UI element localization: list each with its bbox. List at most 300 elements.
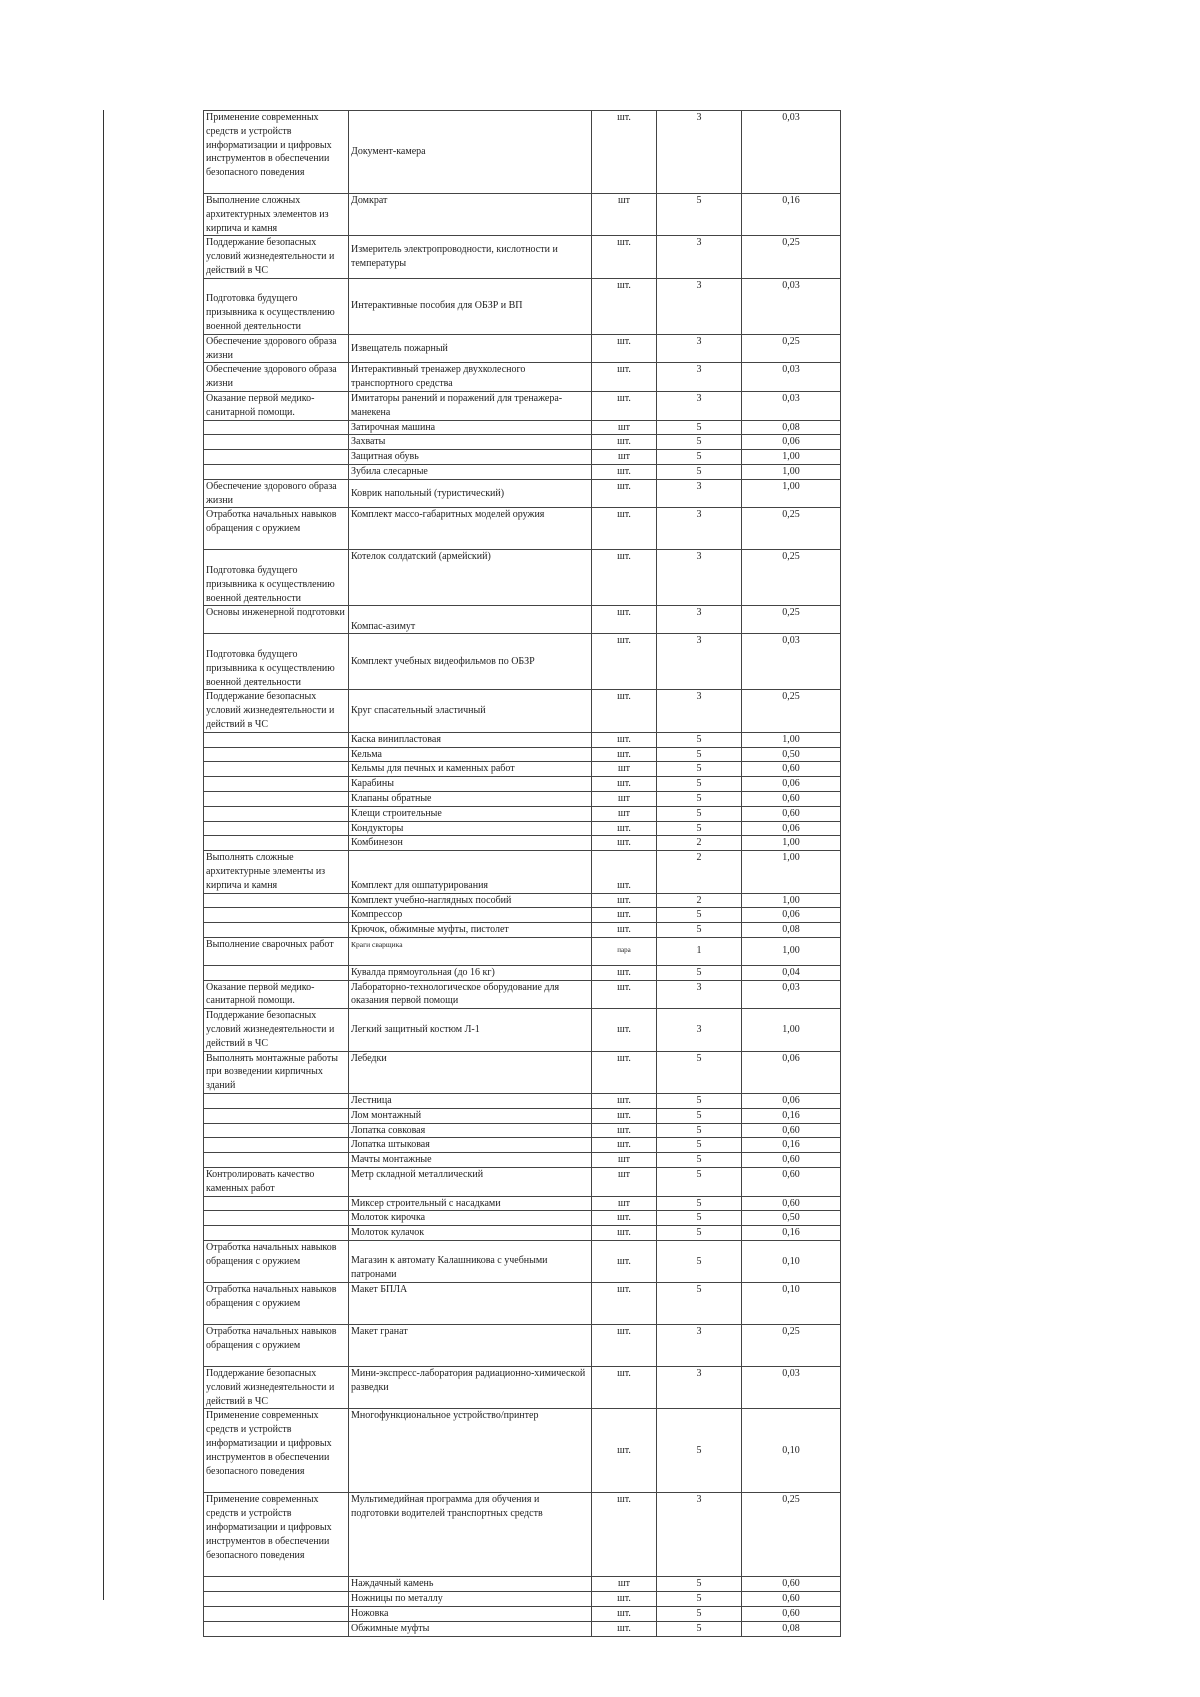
coefficient-cell: 0,06 (742, 908, 841, 923)
coefficient-cell: 0,03 (742, 111, 841, 194)
quantity-cell: 5 (657, 1094, 742, 1109)
table-row (204, 1153, 841, 1168)
coefficient-cell: 0,60 (742, 1577, 841, 1592)
equipment-name-cell: Лом монтажный (349, 1108, 592, 1123)
quantity-cell: 3 (657, 479, 742, 508)
coefficient-cell: 0,10 (742, 1409, 841, 1493)
equipment-name-cell: Кельмы для печных и каменных работ (349, 762, 592, 777)
competency-cell (204, 1196, 349, 1211)
competency-cell: Подготовка будущего призывника к осуществлению военной деятельности (204, 278, 349, 334)
quantity-cell: 3 (657, 111, 742, 194)
coefficient-cell: 0,04 (742, 965, 841, 980)
equipment-name-cell: Извещатель пожарный (349, 334, 592, 363)
coefficient-cell: 0,25 (742, 236, 841, 278)
competency-cell: Поддержание безопасных условий жизнедеятельности и действий в ЧС (204, 236, 349, 278)
unit-cell: шт. (592, 690, 657, 732)
unit-cell: шт. (592, 893, 657, 908)
table-row (204, 634, 841, 690)
competency-cell (204, 923, 349, 938)
competency-cell: Применение современных средств и устройств информатизации и цифровых инструментов в обеспечении безопасного поведения (204, 1493, 349, 1577)
coefficient-cell: 0,03 (742, 634, 841, 690)
equipment-name-cell: Лабораторно-технологическое оборудование для оказания первой помощи (349, 980, 592, 1009)
equipment-name-cell: Захваты (349, 435, 592, 450)
unit-cell: шт. (592, 777, 657, 792)
competency-cell (204, 1577, 349, 1592)
table-row (204, 851, 841, 893)
table-row (204, 980, 841, 1009)
coefficient-cell: 0,08 (742, 923, 841, 938)
unit-cell: шт. (592, 1123, 657, 1138)
coefficient-cell: 0,06 (742, 1094, 841, 1109)
unit-cell: шт (592, 450, 657, 465)
table-row (204, 1409, 841, 1493)
quantity-cell: 5 (657, 1409, 742, 1493)
table-row (204, 278, 841, 334)
unit-cell: шт. (592, 435, 657, 450)
quantity-cell: 5 (657, 923, 742, 938)
table-row (204, 194, 841, 236)
equipment-name-cell: Круг спасательный эластичный (349, 690, 592, 732)
coefficient-cell: 0,16 (742, 1108, 841, 1123)
unit-cell: шт. (592, 836, 657, 851)
competency-cell (204, 747, 349, 762)
competency-cell: Подготовка будущего призывника к осуществлению военной деятельности (204, 550, 349, 606)
equipment-name-cell: Комплект для ошпатурирования (349, 851, 592, 893)
unit-cell: шт (592, 194, 657, 236)
quantity-cell: 5 (657, 1138, 742, 1153)
table-row (204, 464, 841, 479)
competency-cell: Применение современных средств и устройств информатизации и цифровых инструментов в обеспечении безопасного поведения (204, 111, 349, 194)
equipment-name-cell: Комплект массо-габаритных моделей оружия (349, 508, 592, 550)
table-row (204, 965, 841, 980)
unit-cell: шт (592, 1196, 657, 1211)
unit-cell: шт. (592, 1009, 657, 1051)
competency-cell (204, 1592, 349, 1607)
unit-cell: шт. (592, 479, 657, 508)
unit-cell: шт. (592, 334, 657, 363)
competency-cell: Выполнение сварочных работ (204, 937, 349, 965)
unit-cell: шт (592, 762, 657, 777)
quantity-cell: 5 (657, 1211, 742, 1226)
coefficient-cell: 1,00 (742, 479, 841, 508)
unit-cell: шт. (592, 1283, 657, 1325)
coefficient-cell: 0,60 (742, 1123, 841, 1138)
unit-cell: шт (592, 1168, 657, 1197)
unit-cell: шт (592, 791, 657, 806)
table-row (204, 777, 841, 792)
table-row (204, 479, 841, 508)
coefficient-cell: 1,00 (742, 937, 841, 965)
competency-cell (204, 762, 349, 777)
unit-cell: шт. (592, 550, 657, 606)
equipment-name-cell: Лебедки (349, 1051, 592, 1093)
equipment-name-cell: Комплект учебных видеофильмов по ОБЗР (349, 634, 592, 690)
competency-cell: Поддержание безопасных условий жизнедеятельности и действий в ЧС (204, 1009, 349, 1051)
coefficient-cell: 0,03 (742, 980, 841, 1009)
coefficient-cell: 1,00 (742, 836, 841, 851)
quantity-cell: 5 (657, 762, 742, 777)
equipment-name-cell: Лопатка штыковая (349, 1138, 592, 1153)
table-row (204, 334, 841, 363)
coefficient-cell: 0,06 (742, 435, 841, 450)
table-row (204, 363, 841, 392)
quantity-cell: 5 (657, 791, 742, 806)
coefficient-cell: 0,06 (742, 777, 841, 792)
equipment-name-cell: Ножницы по металлу (349, 1592, 592, 1607)
coefficient-cell: 0,50 (742, 747, 841, 762)
competency-cell: Обеспечение здорового образа жизни (204, 363, 349, 392)
unit-cell: шт. (592, 363, 657, 392)
quantity-cell: 3 (657, 508, 742, 550)
coefficient-cell: 1,00 (742, 464, 841, 479)
equipment-name-cell: Макет гранат (349, 1325, 592, 1367)
unit-cell: шт. (592, 1051, 657, 1093)
competency-cell (204, 908, 349, 923)
coefficient-cell: 0,60 (742, 1196, 841, 1211)
equipment-name-cell: Интерактивный тренажер двухколесного транспортного средства (349, 363, 592, 392)
coefficient-cell: 0,06 (742, 1051, 841, 1093)
quantity-cell: 5 (657, 806, 742, 821)
equipment-name-cell: Зубила слесарные (349, 464, 592, 479)
quantity-cell: 5 (657, 1621, 742, 1636)
competency-cell (204, 1211, 349, 1226)
table-row (204, 747, 841, 762)
competency-cell (204, 791, 349, 806)
competency-cell (204, 821, 349, 836)
competency-cell (204, 1138, 349, 1153)
competency-cell: Подготовка будущего призывника к осуществлению военной деятельности (204, 634, 349, 690)
table-row (204, 1592, 841, 1607)
equipment-name-cell: Комплект учебно-наглядных пособий (349, 893, 592, 908)
competency-cell (204, 836, 349, 851)
coefficient-cell: 1,00 (742, 893, 841, 908)
competency-cell: Отработка начальных навыков обращения с оружием (204, 1325, 349, 1367)
equipment-name-cell: Домкрат (349, 194, 592, 236)
unit-cell: шт. (592, 1226, 657, 1241)
coefficient-cell: 0,25 (742, 508, 841, 550)
table-row (204, 1283, 841, 1325)
unit-cell: шт. (592, 391, 657, 420)
table-row (204, 450, 841, 465)
table-row (204, 1108, 841, 1123)
table-row (204, 1123, 841, 1138)
unit-cell: шт. (592, 923, 657, 938)
coefficient-cell: 0,60 (742, 762, 841, 777)
quantity-cell: 5 (657, 1226, 742, 1241)
quantity-cell: 3 (657, 634, 742, 690)
table-row (204, 1196, 841, 1211)
equipment-name-cell: Имитаторы ранений и поражений для тренажера-манекена (349, 391, 592, 420)
table-row (204, 1367, 841, 1409)
quantity-cell: 3 (657, 606, 742, 634)
equipment-name-cell: Комбинезон (349, 836, 592, 851)
coefficient-cell: 0,08 (742, 420, 841, 435)
coefficient-cell: 0,03 (742, 1367, 841, 1409)
equipment-name-cell: Мультимедийная программа для обучения и подготовки водителей транспортных средств (349, 1493, 592, 1577)
table-row (204, 111, 841, 194)
competency-cell: Контролировать качество каменных работ (204, 1168, 349, 1197)
quantity-cell: 2 (657, 851, 742, 893)
coefficient-cell: 0,03 (742, 391, 841, 420)
quantity-cell: 5 (657, 435, 742, 450)
equipment-name-cell: Молоток кирочка (349, 1211, 592, 1226)
table-row (204, 791, 841, 806)
coefficient-cell: 0,50 (742, 1211, 841, 1226)
quantity-cell: 3 (657, 391, 742, 420)
quantity-cell: 3 (657, 363, 742, 392)
unit-cell: шт. (592, 1592, 657, 1607)
table-row (204, 550, 841, 606)
unit-cell: шт. (592, 464, 657, 479)
quantity-cell: 5 (657, 1283, 742, 1325)
equipment-name-cell: Клещи строительные (349, 806, 592, 821)
quantity-cell: 3 (657, 236, 742, 278)
unit-cell: шт. (592, 111, 657, 194)
equipment-name-cell: Наждачный камень (349, 1577, 592, 1592)
quantity-cell: 3 (657, 334, 742, 363)
quantity-cell: 5 (657, 1577, 742, 1592)
table-row (204, 1009, 841, 1051)
table-row (204, 732, 841, 747)
competency-cell (204, 893, 349, 908)
quantity-cell: 5 (657, 732, 742, 747)
table-row (204, 836, 841, 851)
quantity-cell: 1 (657, 937, 742, 965)
competency-cell: Поддержание безопасных условий жизнедеятельности и действий в ЧС (204, 690, 349, 732)
competency-cell (204, 435, 349, 450)
competency-cell: Выполнять монтажные работы при возведении кирпичных зданий (204, 1051, 349, 1093)
quantity-cell: 3 (657, 1493, 742, 1577)
coefficient-cell: 0,25 (742, 1493, 841, 1577)
quantity-cell: 5 (657, 1051, 742, 1093)
unit-cell: шт. (592, 1607, 657, 1622)
competency-cell: Выполнение сложных архитектурных элементов из кирпича и камня (204, 194, 349, 236)
quantity-cell: 5 (657, 1153, 742, 1168)
unit-cell: шт (592, 420, 657, 435)
table-row (204, 391, 841, 420)
competency-cell (204, 464, 349, 479)
coefficient-cell: 0,16 (742, 194, 841, 236)
competency-cell (204, 1108, 349, 1123)
equipment-name-cell: Макет БПЛА (349, 1283, 592, 1325)
table-row (204, 690, 841, 732)
table-row (204, 1241, 841, 1283)
competency-cell (204, 1621, 349, 1636)
coefficient-cell: 0,03 (742, 278, 841, 334)
coefficient-cell: 1,00 (742, 450, 841, 465)
table-row (204, 1051, 841, 1093)
quantity-cell: 5 (657, 777, 742, 792)
competency-cell (204, 965, 349, 980)
equipment-name-cell: Компрессор (349, 908, 592, 923)
coefficient-cell: 1,00 (742, 732, 841, 747)
coefficient-cell: 0,03 (742, 363, 841, 392)
competency-cell: Оказание первой медико-санитарной помощи. (204, 391, 349, 420)
table-row (204, 435, 841, 450)
coefficient-cell: 0,60 (742, 1607, 841, 1622)
coefficient-cell: 0,25 (742, 690, 841, 732)
equipment-name-cell: Защитная обувь (349, 450, 592, 465)
equipment-name-cell: Краги сварщика (349, 937, 592, 965)
unit-cell: шт. (592, 1094, 657, 1109)
unit-cell: шт. (592, 980, 657, 1009)
unit-cell: шт. (592, 1325, 657, 1367)
equipment-name-cell: Затирочная машина (349, 420, 592, 435)
unit-cell: шт (592, 1577, 657, 1592)
quantity-cell: 5 (657, 821, 742, 836)
competency-cell: Поддержание безопасных условий жизнедеятельности и действий в ЧС (204, 1367, 349, 1409)
equipment-name-cell: Миксер строительный с насадками (349, 1196, 592, 1211)
quantity-cell: 5 (657, 450, 742, 465)
competency-cell: Основы инженерной подготовки (204, 606, 349, 634)
coefficient-cell: 1,00 (742, 1009, 841, 1051)
unit-cell: шт. (592, 278, 657, 334)
coefficient-cell: 0,60 (742, 1592, 841, 1607)
competency-cell: Оказание первой медико-санитарной помощи. (204, 980, 349, 1009)
quantity-cell: 3 (657, 278, 742, 334)
competency-cell: Отработка начальных навыков обращения с оружием (204, 1241, 349, 1283)
table-row (204, 1607, 841, 1622)
equipment-name-cell: Коврик напольный (туристический) (349, 479, 592, 508)
equipment-table-body (204, 111, 841, 1637)
equipment-name-cell: Мачты монтажные (349, 1153, 592, 1168)
equipment-name-cell: Кондукторы (349, 821, 592, 836)
quantity-cell: 5 (657, 1607, 742, 1622)
quantity-cell: 3 (657, 1009, 742, 1051)
equipment-name-cell: Карабины (349, 777, 592, 792)
unit-cell: шт. (592, 821, 657, 836)
quantity-cell: 3 (657, 690, 742, 732)
competency-cell (204, 1094, 349, 1109)
table-row (204, 420, 841, 435)
unit-cell: пара (592, 937, 657, 965)
competency-cell (204, 1226, 349, 1241)
coefficient-cell: 0,25 (742, 334, 841, 363)
quantity-cell: 3 (657, 1325, 742, 1367)
quantity-cell: 5 (657, 1592, 742, 1607)
unit-cell: шт. (592, 1138, 657, 1153)
quantity-cell: 5 (657, 1108, 742, 1123)
competency-cell: Выполнять сложные архитектурные элементы из кирпича и камня (204, 851, 349, 893)
equipment-name-cell: Клапаны обратные (349, 791, 592, 806)
competency-cell (204, 420, 349, 435)
table-row (204, 1493, 841, 1577)
quantity-cell: 3 (657, 980, 742, 1009)
table-row (204, 606, 841, 634)
competency-cell: Отработка начальных навыков обращения с оружием (204, 508, 349, 550)
quantity-cell: 5 (657, 1168, 742, 1197)
left-margin-line (103, 110, 104, 1600)
coefficient-cell: 1,00 (742, 851, 841, 893)
competency-cell: Обеспечение здорового образа жизни (204, 334, 349, 363)
equipment-name-cell: Метр складной металлический (349, 1168, 592, 1197)
equipment-name-cell: Кельма (349, 747, 592, 762)
unit-cell: шт. (592, 606, 657, 634)
coefficient-cell: 0,25 (742, 606, 841, 634)
unit-cell: шт. (592, 1367, 657, 1409)
quantity-cell: 3 (657, 1367, 742, 1409)
competency-cell (204, 450, 349, 465)
quantity-cell: 5 (657, 965, 742, 980)
quantity-cell: 5 (657, 908, 742, 923)
table-row (204, 1211, 841, 1226)
coefficient-cell: 0,60 (742, 791, 841, 806)
equipment-name-cell: Каска винипластовая (349, 732, 592, 747)
equipment-table (203, 110, 841, 1637)
equipment-name-cell: Интерактивные пособия для ОБЗР и ВП (349, 278, 592, 334)
coefficient-cell: 0,06 (742, 821, 841, 836)
unit-cell: шт. (592, 508, 657, 550)
quantity-cell: 2 (657, 893, 742, 908)
coefficient-cell: 0,16 (742, 1226, 841, 1241)
table-row (204, 806, 841, 821)
unit-cell: шт. (592, 908, 657, 923)
quantity-cell: 5 (657, 420, 742, 435)
equipment-name-cell: Легкий защитный костюм Л-1 (349, 1009, 592, 1051)
equipment-name-cell: Компас-азимут (349, 606, 592, 634)
unit-cell: шт. (592, 1211, 657, 1226)
competency-cell (204, 777, 349, 792)
unit-cell: шт. (592, 732, 657, 747)
table-row (204, 821, 841, 836)
quantity-cell: 5 (657, 1196, 742, 1211)
table-row (204, 762, 841, 777)
unit-cell: шт (592, 806, 657, 821)
quantity-cell: 5 (657, 747, 742, 762)
equipment-name-cell: Магазин к автомату Калашникова с учебными патронами (349, 1241, 592, 1283)
competency-cell: Отработка начальных навыков обращения с оружием (204, 1283, 349, 1325)
coefficient-cell: 0,16 (742, 1138, 841, 1153)
equipment-name-cell: Кувалда прямоугольная (до 16 кг) (349, 965, 592, 980)
competency-cell: Применение современных средств и устройств информатизации и цифровых инструментов в обеспечении безопасного поведения (204, 1409, 349, 1493)
quantity-cell: 5 (657, 1241, 742, 1283)
unit-cell: шт. (592, 965, 657, 980)
equipment-name-cell: Лопатка совковая (349, 1123, 592, 1138)
quantity-cell: 5 (657, 194, 742, 236)
quantity-cell: 2 (657, 836, 742, 851)
coefficient-cell: 0,08 (742, 1621, 841, 1636)
table-row (204, 1325, 841, 1367)
quantity-cell: 3 (657, 550, 742, 606)
competency-cell (204, 806, 349, 821)
competency-cell (204, 1153, 349, 1168)
unit-cell: шт. (592, 1409, 657, 1493)
equipment-name-cell: Измеритель электропроводности, кислотности и температуры (349, 236, 592, 278)
competency-cell (204, 1607, 349, 1622)
coefficient-cell: 0,10 (742, 1283, 841, 1325)
coefficient-cell: 0,60 (742, 1153, 841, 1168)
coefficient-cell: 0,60 (742, 806, 841, 821)
table-row (204, 923, 841, 938)
competency-cell (204, 732, 349, 747)
table-row (204, 1094, 841, 1109)
competency-cell: Обеспечение здорового образа жизни (204, 479, 349, 508)
equipment-name-cell: Лестница (349, 1094, 592, 1109)
equipment-name-cell: Документ-камера (349, 111, 592, 194)
unit-cell: шт. (592, 747, 657, 762)
coefficient-cell: 0,60 (742, 1168, 841, 1197)
coefficient-cell: 0,25 (742, 1325, 841, 1367)
equipment-name-cell: Ножовка (349, 1607, 592, 1622)
table-row (204, 893, 841, 908)
table-row (204, 236, 841, 278)
table-row (204, 1138, 841, 1153)
unit-cell: шт. (592, 1493, 657, 1577)
table-row (204, 908, 841, 923)
table-row (204, 1226, 841, 1241)
table-row (204, 937, 841, 965)
competency-cell (204, 1123, 349, 1138)
